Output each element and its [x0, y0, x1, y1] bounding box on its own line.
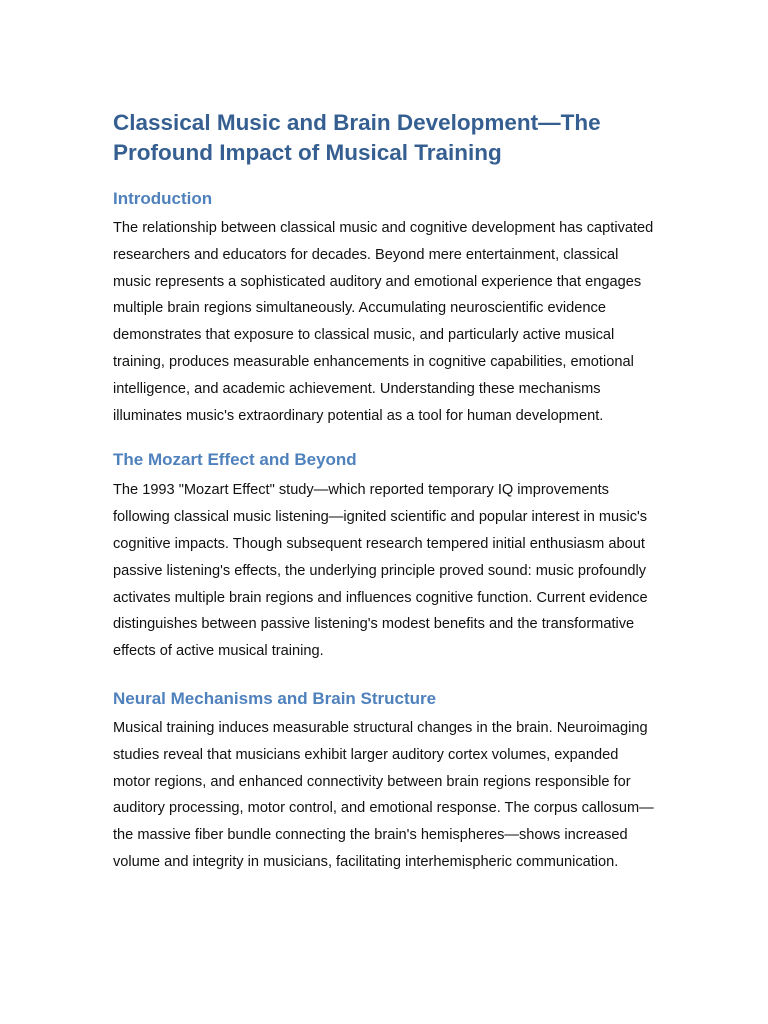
document-page [113, 108, 658, 876]
section-heading-mozart-effect: The Mozart Effect and Beyond [113, 450, 357, 470]
section-body-neural-mechanisms: Musical training induces measurable structural changes in the brain. Neuroimaging studies reveal that musicians exhibit larger auditory cortex volumes, expanded motor regions, and enhanced connectivity between brain regions responsible for auditory processing, motor control, and emotional response. The corpus callosum—the massive fiber bundle connecting the brain's hemispheres—shows increased volume and integrity in musicians, facilitating interhemispheric communication. [113, 719, 654, 870]
section-heading-neural-mechanisms: Neural Mechanisms and Brain Structure [113, 688, 437, 708]
section-body-mozart-effect: The 1993 "Mozart Effect" study—which reported temporary IQ improvements following classical music listening—ignited scientific and popular interest in music's cognitive impacts. Though subsequent research tempered initial enthusiasm about passive listening's effects, the underlying principle proved sound: music profoundly activates multiple brain regions and influences cognitive function. Current evidence distinguishes between passive listening's modest benefits and the transformative effects of active musical training. [113, 482, 648, 660]
section-heading-introduction: Introduction [113, 189, 213, 208]
document-title: Classical Music and Brain Development—The Profound Impact of Musical Training [113, 110, 601, 165]
section-body-introduction: The relationship between classical music and cognitive development has captivated researchers and educators for decades. Beyond mere entertainment, classical music represents a sophisticated auditory and emotional experience that engages multiple brain regions simultaneously. Accumulating neuroscientific evidence demonstrates that exposure to classical music, and particularly active musical training, produces measurable enhancements in cognitive capabilities, emotional intelligence, and academic achievement. Understanding these mechanisms illuminates music's extraordinary potential as a tool for human development. [113, 220, 654, 424]
